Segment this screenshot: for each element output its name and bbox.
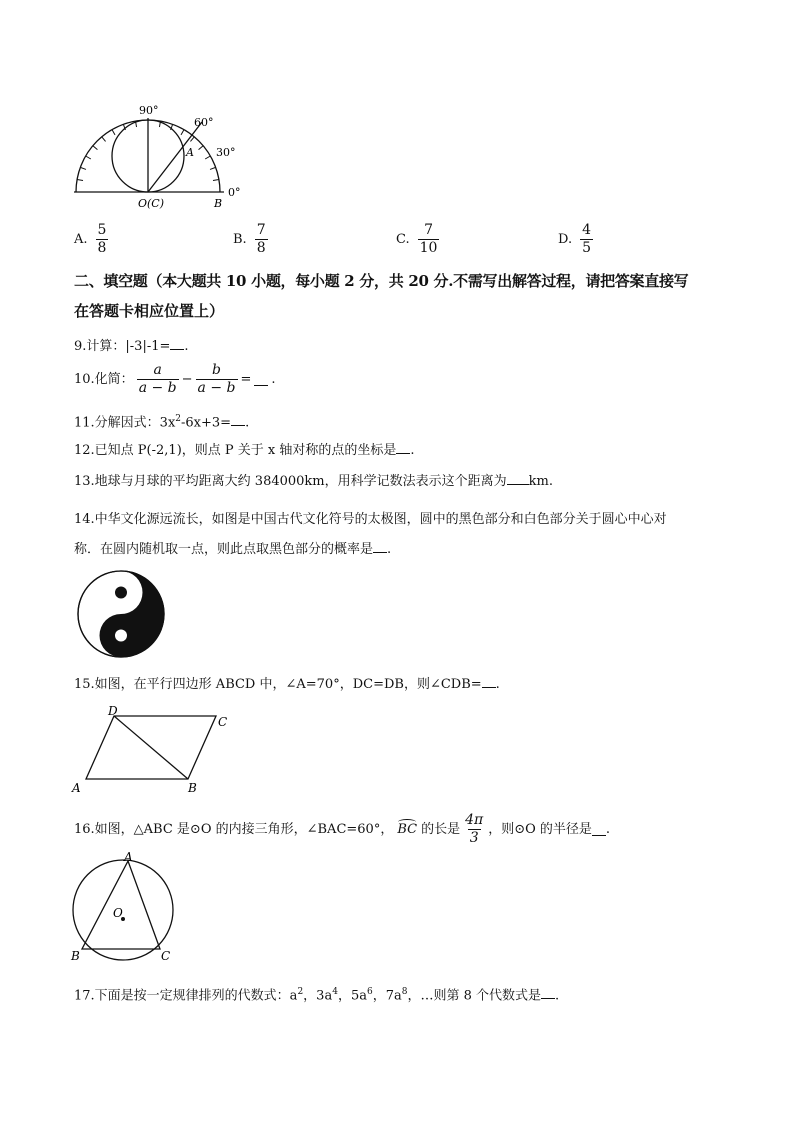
option-letter: D. [558,232,573,247]
section-heading-line1: 二、填空题（本大题共 10 小题，每小题 2 分，共 20 分.不需写出解答过程，请把答案直接写 [74,272,689,290]
question-13: 13.地球与月球的平均距离大约 384000km，用科学记数法表示这个距离为 km. [74,474,553,489]
label-30: 30° [216,146,236,159]
arc-mark [398,819,416,825]
label-90: 90° [139,104,159,117]
option-fraction: $\frac{7}{10}$ [419,222,438,256]
answer-blank[interactable] [507,472,529,485]
option-a[interactable] [74,222,108,257]
question-17: 17.下面是按一定规律排列的代数式：$a^2$，$3a^4$，$5a^6$，$7a^8$，…则第 8 个代数式是 . [74,987,560,1004]
label-A: A [186,146,194,159]
question-12: 12.已知点 P(-2,1)，则点 P 关于 x 轴对称的点的坐标是 . [74,443,415,458]
label-O: O [113,906,123,920]
label-C: C [161,949,171,963]
answer-blank[interactable] [254,373,268,386]
answer-blank[interactable] [373,540,387,553]
answer-blank[interactable] [482,675,496,688]
option-letter: A. [74,232,88,247]
protractor-tick [205,156,210,159]
label-A: A [124,850,133,864]
protractor-tick [213,179,219,180]
option-fraction: $\frac{7}{8}$ [256,222,266,256]
label-60: 60° [194,116,214,129]
inscribed-triangle-figure [66,850,186,966]
protractor-tick [102,137,106,142]
protractor-tick [181,130,184,135]
fraction-4pi-over-3: $\frac{4\pi}{3}$ [465,812,484,846]
answer-blank[interactable] [231,413,245,426]
option-fraction: $\frac{4}{5}$ [582,222,592,256]
protractor-tick [112,130,115,135]
answer-blank[interactable] [541,986,555,999]
label-D: D [108,704,118,718]
option-d[interactable] [558,222,593,257]
arc-bc: BC [397,821,417,839]
option-fraction: $\frac{5}{8}$ [97,222,107,256]
question-14: 14.中华文化源远流长，如图是中国古代文化符号的太极图，圆中的黑色部分和白色部分关于圆心中心对 称．在圆内随机取一点，则此点取黑色部分的概率是 . [74,512,667,557]
protractor-figure [66,96,246,214]
option-letter: C. [396,232,410,247]
option-letter: B. [233,232,247,247]
label-A: A [72,781,81,795]
question-16: 16.如图，△ABC 是⊙O 的内接三角形，∠BAC=60°， BC 的长是 $\frac{4\pi}{3}$ ，则⊙O 的半径是 . [74,812,611,846]
label-B: B [188,781,197,795]
option-c[interactable] [396,222,439,257]
label-B: B [71,949,80,963]
taiji-figure [76,569,166,659]
section-heading [74,266,724,326]
label-C: C [218,715,228,729]
protractor-tick [93,146,98,150]
question-15: 15.如图，在平行四边形 ABCD 中，∠A=70°，DC=DB，则∠CDB= . [74,677,500,692]
question-10: 10.化简： $\frac{a}{a - b}$ − $\frac{b}{a - b}$ = . [74,362,276,396]
question-9: 9.计算：|-3|-1= . [74,339,189,354]
answer-blank[interactable] [396,441,410,454]
section-heading-line2: 在答题卡相应位置上） [74,302,225,320]
fraction-a-over-a-minus-b: $\frac{a}{a - b}$ [138,362,177,396]
parallelogram-figure [68,704,238,796]
protractor-tick [77,179,83,180]
answer-blank[interactable] [170,337,184,350]
answer-blank[interactable] [592,823,606,836]
fraction-b-over-a-minus-b: $\frac{b}{a - b}$ [197,362,236,396]
protractor-tick [210,167,216,169]
protractor-arc [74,120,224,192]
label-0: 0° [228,186,241,199]
protractor-tick [86,156,91,159]
label-B: B [214,197,223,210]
option-b[interactable] [233,222,268,257]
label-OC: O(C) [138,197,165,210]
protractor-tick [199,146,204,150]
question-11: 11.分解因式：$3x^2-6x+3=$ . [74,414,250,431]
protractor-tick [190,137,194,142]
protractor-tick [80,167,86,169]
